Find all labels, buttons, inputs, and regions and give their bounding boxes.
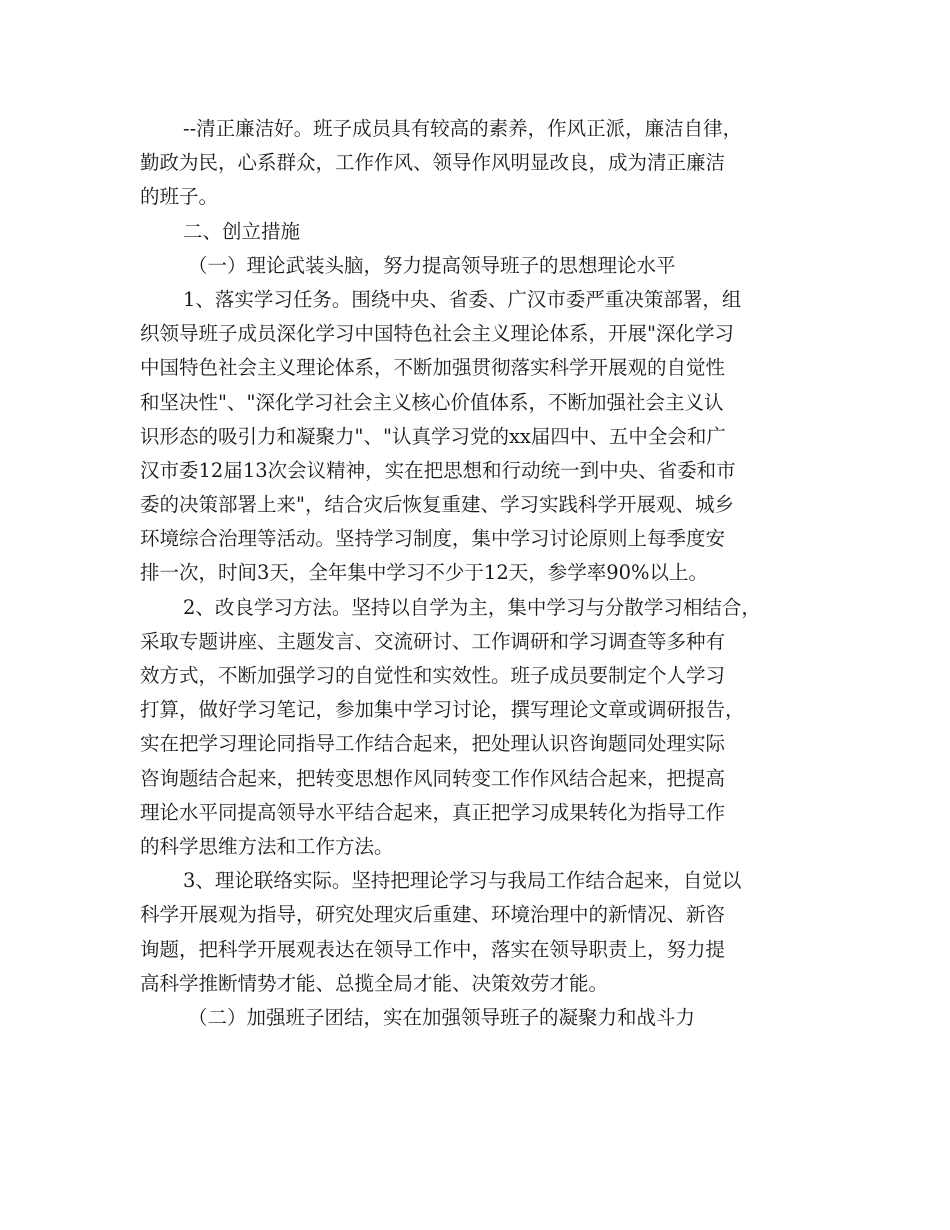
text-line: 打算，做好学习笔记，参加集中学习讨论，撰写理论文章或调研报告，: [140, 698, 745, 722]
text-line: 委的决策部署上来"，结合灾后恢复重建、学习实践科学开展观、城乡: [140, 493, 734, 517]
section-heading: 二、创立措施: [183, 219, 301, 243]
text-line: 效方式，不断加强学习的自觉性和实效性。班子成员要制定个人学习: [140, 664, 726, 687]
text-line: 和坚决性"、"深化学习社会主义核心价值体系，不断加强社会主义认: [140, 390, 724, 414]
text-line: 采取专题讲座、主题发言、交流研讨、工作调研和学习调查等多种有: [140, 629, 726, 653]
text-line: 识形态的吸引力和凝聚力"、"认真学习党的xx届四中、五中全会和广: [140, 424, 726, 448]
text-line: 理论水平同提高领导水平结合起来，真正把学习成果转化为指导工作: [140, 800, 726, 824]
text-line: --清正廉洁好。班子成员具有较高的素养，作风正派，廉洁自律，: [183, 117, 743, 140]
text-line: 科学开展观为指导，研究处理灾后重建、环境治理中的新情况、新咨: [140, 903, 726, 927]
text-line: 中国特色社会主义理论体系，不断加强贯彻落实科学开展观的自觉性: [140, 356, 726, 380]
document-body: [140, 112, 832, 1035]
subsection-heading: （二）加强班子团结，实在加强领导班子的凝聚力和战斗力: [188, 1005, 696, 1029]
text-line: 2、改良学习方法。坚持以自学为主，集中学习与分散学习相结合，: [183, 595, 761, 619]
text-line: 的班子。: [140, 185, 219, 209]
text-line: 织领导班子成员深化学习中国特色社会主义理论体系，开展"深化学习: [140, 322, 734, 346]
text-line: 的科学思维方法和工作方法。: [140, 834, 394, 858]
text-line: 环境综合治理等活动。坚持学习制度，集中学习讨论原则上每季度安: [140, 527, 726, 551]
text-line: 3、理论联络实际。坚持把理论学习与我局工作结合起来，自觉以: [183, 869, 742, 893]
text-line: 询题，把科学开展观表达在领导工作中，落实在领导职责上，努力提: [140, 937, 726, 961]
text-line: 实在把学习理论同指导工作结合起来，把处理认识咨询题同处理实际: [140, 732, 726, 756]
text-line: 勤政为民，心系群众，工作作风、领导作风明显改良，成为清正廉洁: [140, 151, 726, 175]
text-line: 1、落实学习任务。围绕中央、省委、广汉市委严重决策部署，组: [183, 287, 742, 311]
text-line: 高科学推断情势才能、总揽全局才能、决策效劳才能。: [140, 971, 609, 995]
text-line: 咨询题结合起来，把转变思想作风同转变工作作风结合起来，把提高: [140, 766, 726, 790]
subsection-heading: （一）理论武装头脑，努力提高领导班子的思想理论水平: [188, 253, 676, 277]
text-line: 汉市委12届13次会议精神，实在把思想和行动统一到中央、省委和市: [140, 458, 736, 482]
text-line: 排一次，时间3天，全年集中学习不少于12天，参学率90%以上。: [140, 561, 709, 585]
